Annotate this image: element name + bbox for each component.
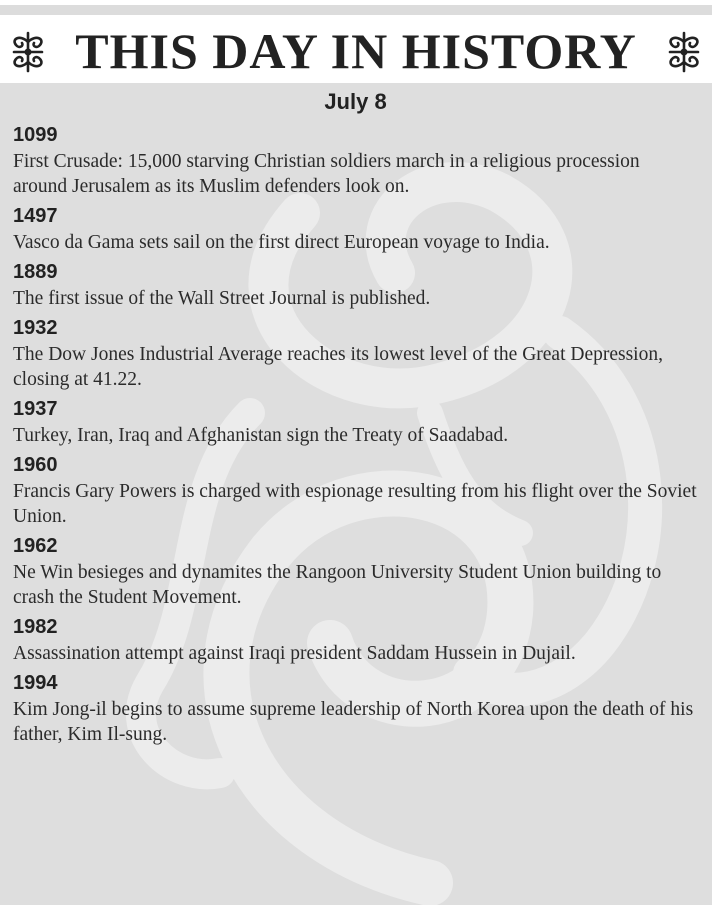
event-text: Kim Jong-il begins to assume supreme leadership of North Korea upon the death of his father, Kim Il-sung. — [13, 699, 694, 745]
ornament-left-icon — [6, 30, 50, 74]
event-entry — [13, 314, 698, 392]
event-entry — [13, 613, 698, 666]
event-text: Assassination attempt against Iraqi president Saddam Hussein in Dujail. — [13, 643, 576, 664]
date-heading: July 8 — [324, 89, 387, 114]
event-year: 1994 — [13, 672, 58, 694]
event-year: 1960 — [13, 454, 58, 476]
header — [0, 18, 712, 83]
top-rule — [0, 5, 712, 15]
event-year: 1982 — [13, 616, 58, 638]
event-text: First Crusade: 15,000 starving Christian soldiers march in a religious procession around Jerusalem as its Muslim defenders look on. — [13, 151, 640, 197]
event-entry — [13, 451, 698, 529]
event-entry — [13, 258, 698, 311]
event-year: 1889 — [13, 261, 58, 283]
event-year: 1497 — [13, 205, 58, 227]
event-year: 1962 — [13, 535, 58, 557]
event-entry — [13, 202, 698, 255]
event-entry — [13, 395, 698, 448]
event-year: 1099 — [13, 124, 58, 146]
event-text: The Dow Jones Industrial Average reaches its lowest level of the Great Depression, closing at 41.22. — [13, 344, 663, 390]
event-text: The first issue of the Wall Street Journal is published. — [13, 288, 431, 309]
events-content — [0, 83, 712, 747]
event-text: Francis Gary Powers is charged with espionage resulting from his flight over the Soviet Union. — [13, 481, 697, 527]
page-title: THIS DAY IN HISTORY — [75, 22, 637, 79]
event-year: 1937 — [13, 398, 58, 420]
ornament-right-icon — [662, 30, 706, 74]
event-text: Vasco da Gama sets sail on the first direct European voyage to India. — [13, 232, 550, 253]
event-text: Ne Win besieges and dynamites the Rangoon University Student Union building to crash the Student Movement. — [13, 562, 662, 608]
event-entry — [13, 669, 698, 747]
event-year: 1932 — [13, 317, 58, 339]
event-text: Turkey, Iran, Iraq and Afghanistan sign the Treaty of Saadabad. — [13, 425, 509, 446]
event-entry — [13, 121, 698, 199]
events-panel — [0, 83, 712, 905]
event-entry — [13, 532, 698, 610]
